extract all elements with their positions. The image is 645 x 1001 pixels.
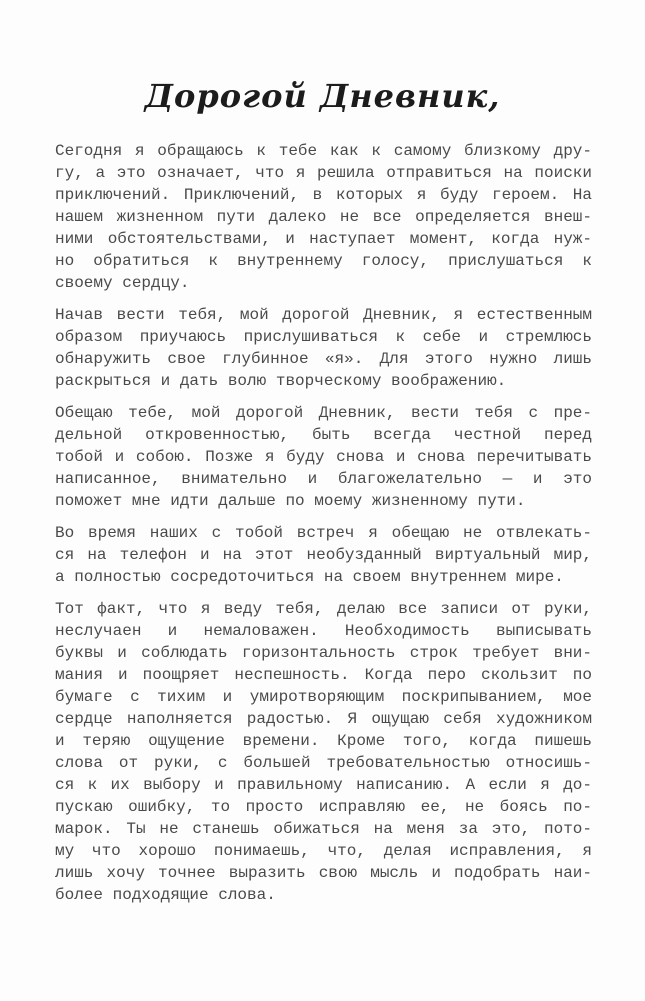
paragraph	[55, 522, 592, 588]
text-line: и теряю ощущение времени. Кроме того, когда пишешь	[55, 732, 592, 750]
paragraph	[55, 140, 592, 294]
text-line: буквы и соблюдать горизонтальность строк требует вни-	[55, 644, 592, 662]
text-line: лишь хочу точнее выразить свою мысль и подобрать наи-	[55, 864, 592, 882]
text-line: мания и поощряет неспешность. Когда перо скользит по	[55, 666, 592, 684]
text-line: сердце наполняется радостью. Я ощущаю себя художником	[55, 710, 592, 728]
text-line: Начав вести тебя, мой дорогой Дневник, я естественным	[55, 306, 592, 324]
text-line: более подходящие слова.	[55, 886, 276, 904]
text-line: а полностью сосредоточиться на своем внутреннем мире.	[55, 568, 564, 586]
text-line: дельной откровенностью, быть всегда честной перед	[55, 426, 592, 444]
paragraph	[55, 304, 592, 392]
text-line: написанное, внимательно и благожелательно — и это	[55, 470, 592, 488]
text-line: марок. Ты не станешь обижаться на меня за это, пото-	[55, 820, 592, 838]
text-line: Сегодня я обращаюсь к тебе как к самому близкому дру-	[55, 142, 592, 160]
text-line: приключений. Приключений, в которых я буду героем. На	[55, 186, 592, 204]
text-line: ними обстоятельствами, и наступает момент, когда нуж-	[55, 230, 592, 248]
text-line: раскрыться и дать волю творческому воображению.	[55, 372, 507, 390]
text-line: Обещаю тебе, мой дорогой Дневник, вести тебя с пре-	[55, 404, 592, 422]
text-line: поможет мне идти дальше по моему жизненному пути.	[55, 492, 526, 510]
text-line: Во время наших с тобой встреч я обещаю не отвлекать-	[55, 524, 592, 542]
text-line: бумаге с тихим и умиротворяющим поскрипыванием, мое	[55, 688, 592, 706]
paragraph	[55, 598, 592, 906]
text-line: тобой и собою. Позже я буду снова и снова перечитывать	[55, 448, 592, 466]
page-body	[55, 140, 592, 916]
text-line: ся к их выбору и правильному написанию. А если я до-	[55, 776, 592, 794]
text-line: пускаю ошибку, то просто исправляю ее, не боясь по-	[55, 798, 592, 816]
text-line: ся на телефон и на этот необузданный виртуальный мир,	[55, 546, 592, 564]
text-line: гу, а это означает, что я решила отправиться на поиски	[55, 164, 592, 182]
paragraph	[55, 402, 592, 512]
text-line: слова от руки, с большей требовательностью относишь-	[55, 754, 592, 772]
text-line: обнаружить свое глубинное «я». Для этого нужно лишь	[55, 350, 592, 368]
page-title: Дорогой Дневник,	[144, 77, 501, 115]
text-line: Тот факт, что я веду тебя, делаю все записи от руки,	[55, 600, 592, 618]
text-line: му что хорошо понимаешь, что, делая исправления, я	[55, 842, 592, 860]
text-line: нашем жизненном пути далеко не все определяется внеш-	[55, 208, 592, 226]
text-line: неслучаен и немаловажен. Необходимость выписывать	[55, 622, 592, 640]
text-line: своему сердцу.	[55, 274, 190, 292]
text-line: образом приучаюсь прислушиваться к себе и стремлюсь	[55, 328, 592, 346]
text-line: но обратиться к внутреннему голосу, прислушаться к	[55, 252, 592, 270]
